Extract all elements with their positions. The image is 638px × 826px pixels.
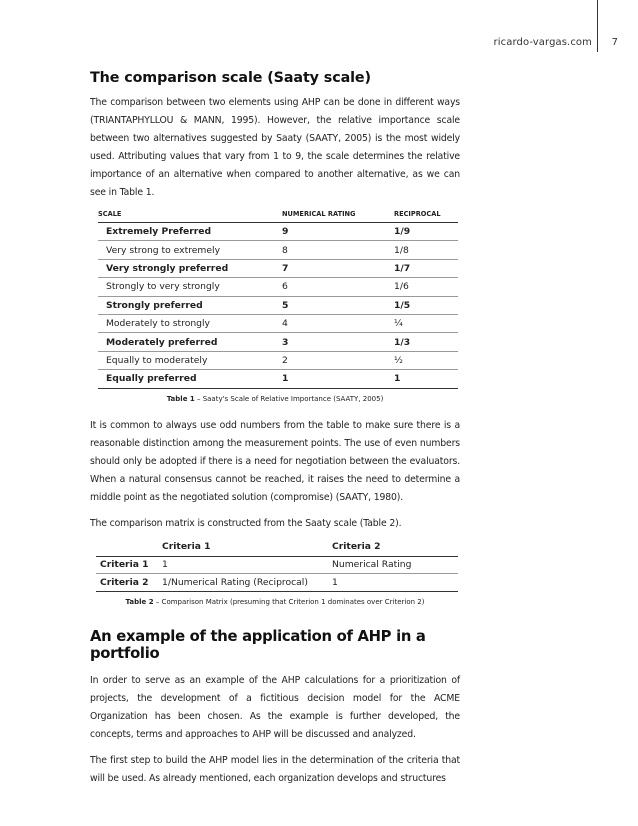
header-empty — [96, 541, 162, 557]
table1-caption — [90, 395, 460, 403]
table-row — [98, 296, 458, 314]
section-title-comparison-scale: The comparison scale (Saaty scale) — [90, 70, 371, 86]
reciprocal-cell: 1/3 — [394, 333, 458, 351]
row-label: Criteria 2 — [96, 574, 162, 592]
header-reciprocal: RECIPROCAL — [394, 210, 441, 218]
table2-caption-label: Table 2 — [125, 597, 154, 606]
rating-cell: 9 — [282, 223, 394, 241]
table-row — [98, 333, 458, 351]
rating-cell: 2 — [282, 351, 394, 369]
table2-caption — [90, 598, 460, 606]
cell: 1 — [162, 556, 332, 574]
scale-cell: Strongly to very strongly — [98, 278, 282, 296]
header-numerical-rating: NUMERICAL RATING — [282, 210, 356, 218]
header-url: ricardo-vargas.com — [493, 37, 592, 48]
rating-cell: 8 — [282, 241, 394, 259]
matrix-intro-paragraph: The comparison matrix is constructed from the Saaty scale (Table 2). — [90, 517, 402, 529]
table1-caption-text: – Saaty's Scale of Relative Importance (SAATY, 2005) — [194, 394, 384, 403]
table-row — [98, 259, 458, 277]
rating-cell: 5 — [282, 296, 394, 314]
page-number: 7 — [611, 37, 618, 48]
rating-cell: 6 — [282, 278, 394, 296]
table-row — [98, 223, 458, 241]
scale-cell: Moderately to strongly — [98, 314, 282, 332]
header-scale: SCALE — [98, 210, 122, 218]
table-row — [98, 278, 458, 296]
rating-cell: 4 — [282, 314, 394, 332]
table-header-row — [98, 210, 458, 223]
table-row — [98, 314, 458, 332]
table-header-row — [96, 541, 458, 557]
odd-numbers-paragraph: It is common to always use odd numbers from the table to make sure there is a reasonable distinction among the measurement points. The use of even numbers should only be adopted if there is a need for negotiation between the evaluators. When a natural consensus cannot be reached, it raises the need to determine a middle point as the negotiated solution (compromise) (SAATY, 1980). — [90, 419, 460, 503]
reciprocal-cell: 1 — [394, 370, 458, 388]
table-row — [96, 574, 458, 592]
scale-cell: Very strong to extremely — [98, 241, 282, 259]
example-paragraph: In order to serve as an example of the AHP calculations for a prioritization of projects, the development of a fictitious decision model for the ACME Organization has been chosen. As the example is further developed, the concepts, terms and approaches to AHP will be discussed and analyzed. — [90, 674, 460, 740]
cell: 1 — [332, 574, 458, 592]
reciprocal-cell: 1/7 — [394, 259, 458, 277]
reciprocal-cell: ½ — [394, 351, 458, 369]
table-row — [98, 241, 458, 259]
first-step-paragraph: The first step to build the AHP model lies in the determination of the criteria that will be used. As already mentioned, each organization develops and structures — [90, 754, 460, 784]
rating-cell: 7 — [282, 259, 394, 277]
reciprocal-cell: 1/6 — [394, 278, 458, 296]
row-label: Criteria 1 — [96, 556, 162, 574]
rating-cell: 3 — [282, 333, 394, 351]
reciprocal-cell: 1/9 — [394, 223, 458, 241]
rating-cell: 1 — [282, 370, 394, 388]
reciprocal-cell: 1/5 — [394, 296, 458, 314]
table-row — [96, 556, 458, 574]
cell: Numerical Rating — [332, 556, 458, 574]
intro-paragraph: The comparison between two elements using AHP can be done in different ways (TRIANTAPHYLLOU & MANN, 1995). However, the relative importance scale between two alternatives suggested by Saaty (SAATY, 2005) is the most widely used. Attributing values that vary from 1 to 9, the scale determines the relative importance of an alternative when compared to another alternative, as we can see in Table 1. — [90, 97, 460, 198]
scale-cell: Very strongly preferred — [98, 259, 282, 277]
table2-caption-text: – Comparison Matrix (presuming that Criterion 1 dominates over Criterion 2) — [153, 597, 425, 606]
scale-cell: Equally preferred — [98, 370, 282, 388]
scale-cell: Moderately preferred — [98, 333, 282, 351]
section-title-ahp-example: An example of the application of AHP in a portfolio — [90, 627, 426, 662]
reciprocal-cell: 1/8 — [394, 241, 458, 259]
header-criteria-1: Criteria 1 — [162, 540, 211, 552]
reciprocal-cell: ¼ — [394, 314, 458, 332]
saaty-scale-table — [98, 210, 458, 389]
scale-cell: Equally to moderately — [98, 351, 282, 369]
cell: 1/Numerical Rating (Reciprocal) — [162, 574, 332, 592]
scale-cell: Strongly preferred — [98, 296, 282, 314]
page-content — [90, 70, 460, 788]
header-criteria-2: Criteria 2 — [332, 540, 381, 552]
scale-cell: Extremely Preferred — [98, 223, 282, 241]
table1-caption-label: Table 1 — [166, 394, 195, 403]
table-row — [98, 370, 458, 388]
header-divider — [597, 0, 598, 52]
table-row — [98, 351, 458, 369]
comparison-matrix-table — [96, 541, 458, 592]
